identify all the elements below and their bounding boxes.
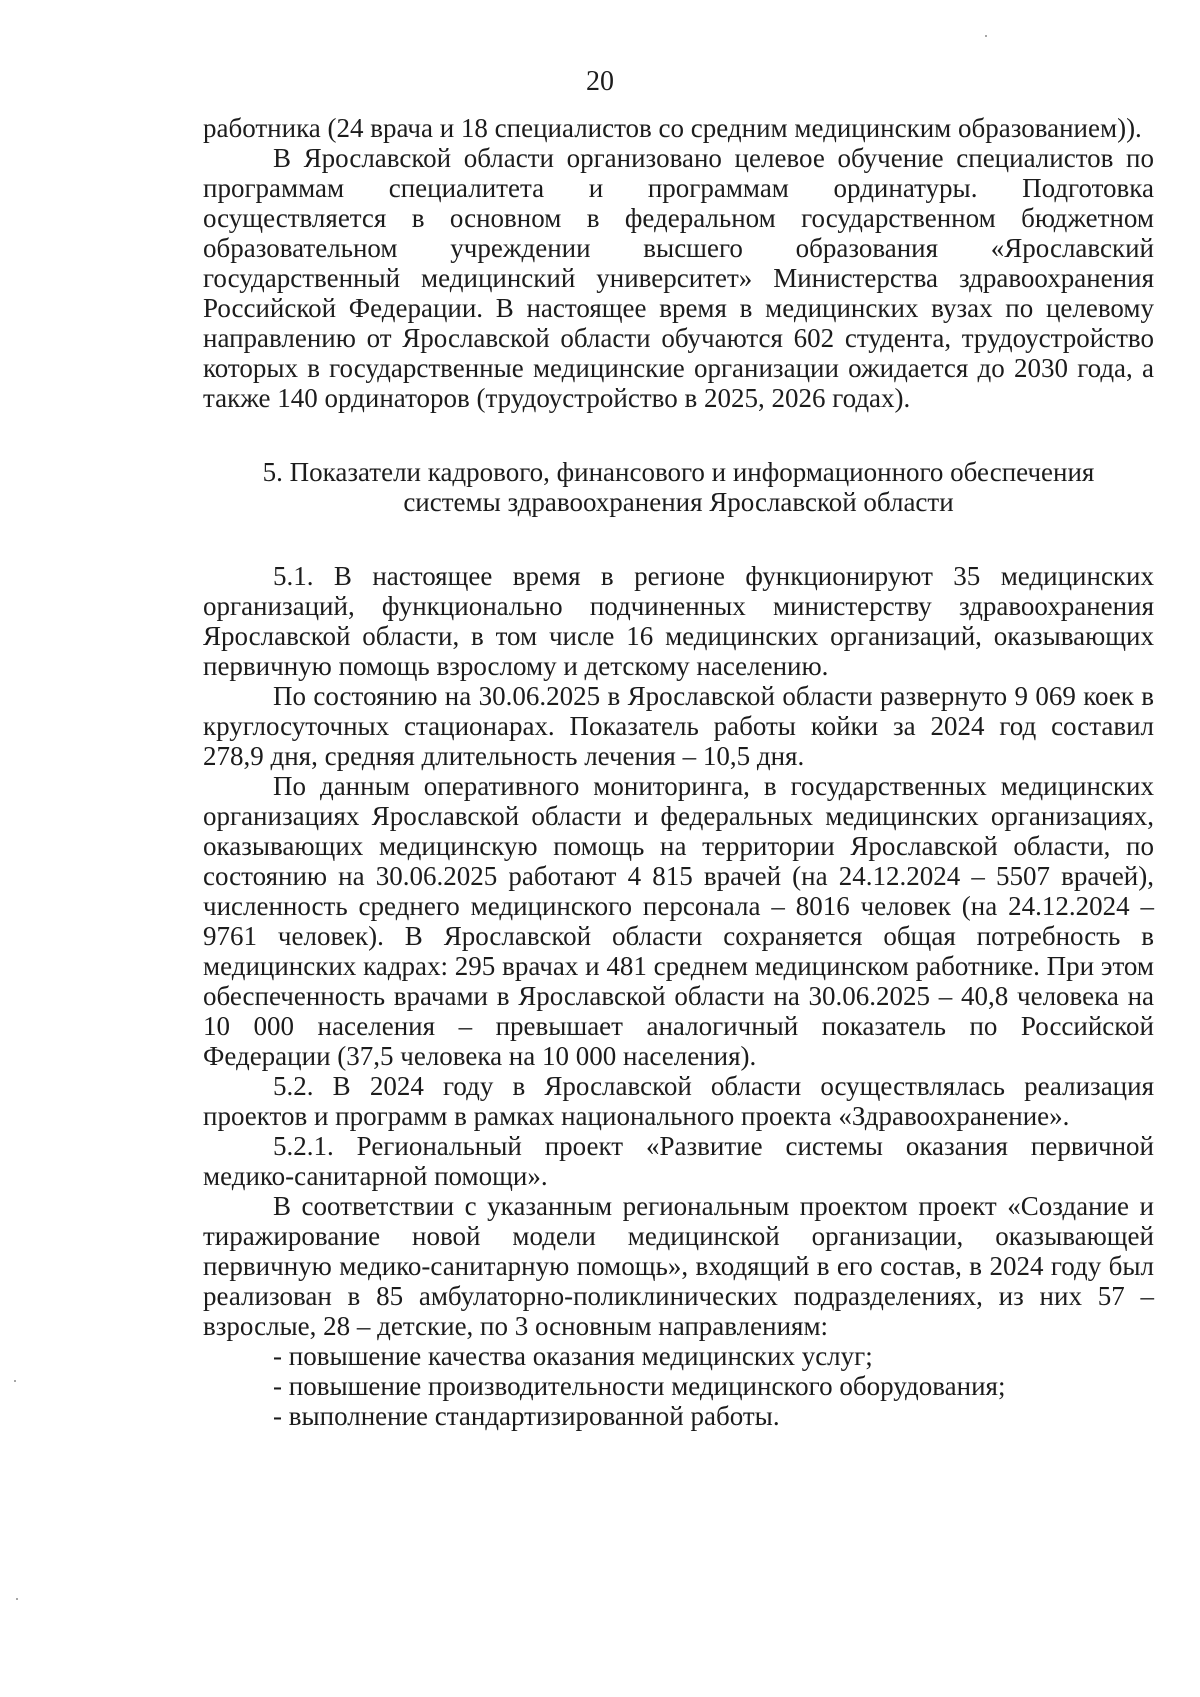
section-heading-line-1: 5. Показатели кадрового, финансового и информационного обеспечения (262, 457, 1095, 487)
paragraph-continuation: работника (24 врача и 18 специалистов со средним медицинским образованием)). (203, 113, 1142, 143)
list-item: - повышение производительности медицинского оборудования; (273, 1371, 1006, 1401)
paragraph-monitoring: По данным оперативного мониторинга, в государственных медицинских организациях Ярославской области и федеральных медицинских организациях, оказывающих медицинскую помощь на территории Ярославской области, по состоянию на 30.06.2025 работают 4 815 врачей (на 24.12.2024 – 5507 врачей), численность среднего медицинского персонала – 8016 человек (на 24.12.2024 – 9761 человек). В Ярославской области сохраняется общая потребность в медицинских кадрах: 295 врачах и 481 среднем медицинском работнике. При этом обеспеченность врачами в Ярославской области на 30.06.2025 – 40,8 человека на 10 000 населения – превышает аналогичный показатель по Российской Федерации (37,5 человека на 10 000 населения). (203, 771, 1154, 1071)
scan-speck (985, 35, 987, 37)
paragraph-5-2: 5.2. В 2024 году в Ярославской области осуществлялась реализация проектов и программ в рамках национального проекта «Здравоохранение». (203, 1071, 1154, 1131)
scan-speck (16, 1598, 18, 1600)
paragraph-5-1: 5.1. В настоящее время в регионе функционируют 35 медицинских организаций, функционально подчиненных министерству здравоохранения Ярославской области, в том числе 16 медицинских организаций, оказывающих первичную помощь взрослому и детскому населению. (203, 561, 1154, 681)
list-item: - выполнение стандартизированной работы. (273, 1401, 780, 1431)
page-number: 20 (586, 66, 614, 97)
document-body (203, 113, 1154, 1431)
paragraph-beds: По состоянию на 30.06.2025 в Ярославской области развернуто 9 069 коек в круглосуточных стационарах. Показатель работы койки за 2024 год составил 278,9 дня, средняя длительность лечения – 10,5 дня. (203, 681, 1154, 771)
paragraph-targeted-training: В Ярославской области организовано целевое обучение специалистов по программам специалитета и программам ординатуры. Подготовка осуществляется в основном в федеральном государственном бюджетном образовательном учреждении высшего образования «Ярославский государственный медицинский университет» Министерства здравоохранения Российской Федерации. В настоящее время в медицинских вузах по целевому направлению от Ярославской области обучаются 602 студента, трудоустройство которых в государственные медицинские организации ожидается до 2030 года, а также 140 ординаторов (трудоустройство в 2025, 2026 годах). (203, 143, 1154, 413)
list-item: - повышение качества оказания медицинских услуг; (273, 1341, 873, 1371)
section-heading-5 (203, 457, 1154, 517)
scan-speck (14, 1380, 16, 1382)
section-heading-line-2: системы здравоохранения Ярославской области (403, 487, 954, 517)
paragraph-new-model: В соответствии с указанным региональным проектом проект «Создание и тиражирование новой модели медицинской организации, оказывающей первичную медико-санитарную помощь», входящий в его состав, в 2024 году был реализован в 85 амбулаторно-поликлинических подразделениях, из них 57 – взрослые, 28 – детские, по 3 основным направлениям: (203, 1191, 1154, 1341)
paragraph-5-2-1: 5.2.1. Региональный проект «Развитие системы оказания первичной медико-санитарной помощи». (203, 1131, 1154, 1191)
